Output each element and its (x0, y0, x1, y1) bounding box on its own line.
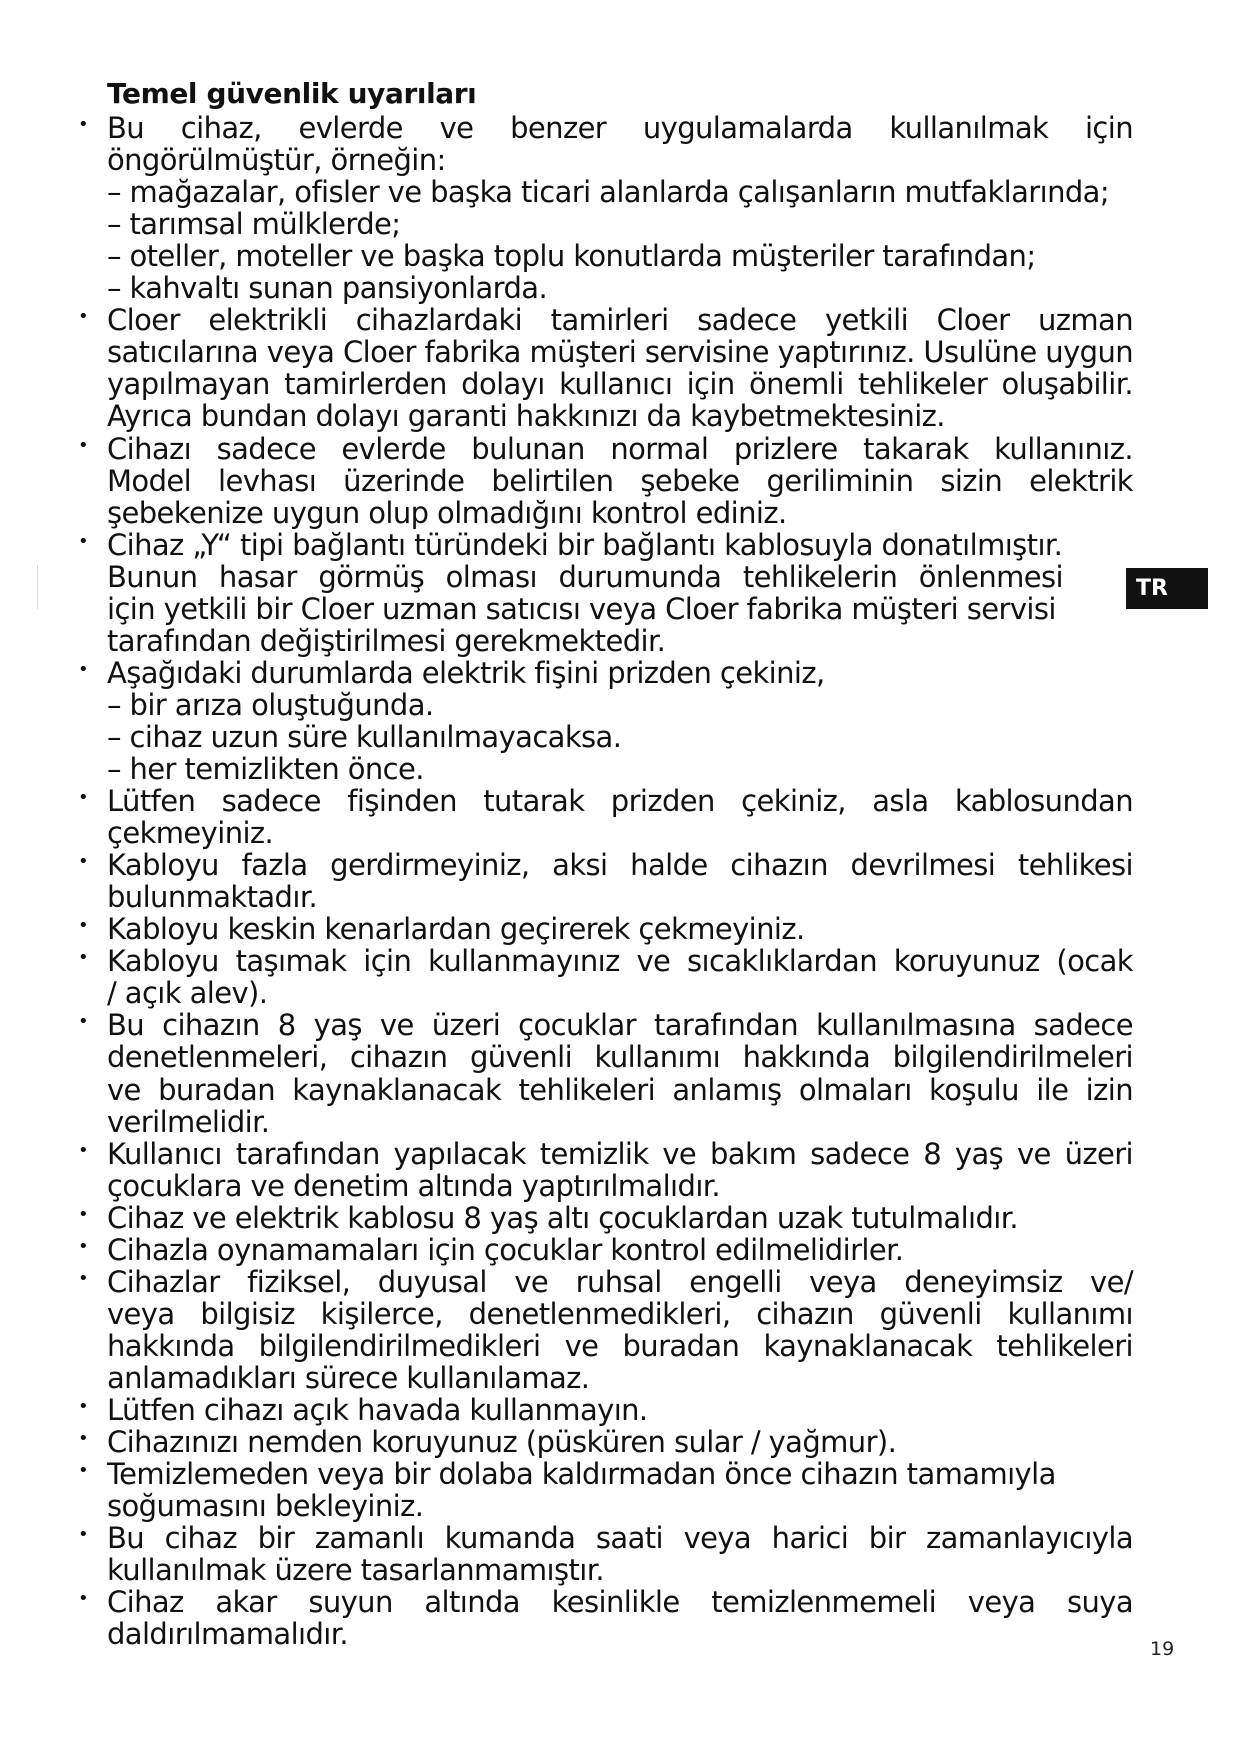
continuation-line: kullanılmak üzere tasarlanmamıştır. (107, 1553, 604, 1587)
bullet-marker: • (78, 435, 89, 456)
bullet-marker: • (78, 1268, 89, 1289)
bullet-text-line: Bu cihaz bir zamanlı kumanda saati veya harici bir zamanlayıcıyla (107, 1521, 1133, 1555)
bullet-text-line: Bu cihaz, evlerde ve benzer uygulamalarda kullanılmak için (107, 111, 1133, 145)
continuation-line: yapılmayan tamirlerden dolayı kullanıcı için önemli tehlikeler oluşabilir. (107, 367, 1133, 401)
bullet-text-line: Kabloyu fazla gerdirmeyiniz, aksi halde cihazın devrilmesi tehlikesi (107, 848, 1133, 882)
bullet-text-line: Temizlemeden veya bir dolaba kaldırmadan önce cihazın tamamıyla (107, 1457, 1056, 1491)
continuation-line: çocuklara ve denetim altında yaptırılmalıdır. (107, 1169, 721, 1203)
continuation-line: ve buradan kaynaklanacak tehlikeleri anlamış olmaları koşulu ile izin (107, 1073, 1133, 1107)
bullet-marker: • (78, 1524, 89, 1545)
continuation-line: şebekenize uygun olup olmadığını kontrol ediniz. (107, 496, 787, 530)
continuation-line: daldırılmamalıdır. (107, 1617, 349, 1651)
bullet-text-line: Cihaz akar suyun altında kesinlikle temizlenmemeli veya suya (107, 1585, 1133, 1619)
bullet-marker: • (78, 915, 89, 936)
continuation-line: – tarımsal mülklerde; (107, 207, 401, 241)
page-number: 19 (1150, 1638, 1175, 1660)
continuation-line: – mağazalar, ofisler ve başka ticari alanlarda çalışanların mutfaklarında; (107, 175, 1110, 209)
bullet-marker: • (78, 659, 89, 680)
bullet-marker: • (78, 1396, 89, 1417)
bullet-text-line: Cihazlar fiziksel, duyusal ve ruhsal engelli veya deneyimsiz ve/ (107, 1265, 1133, 1299)
continuation-line: tarafından değiştirilmesi gerekmektedir. (107, 624, 666, 658)
page-edge-mark (37, 565, 38, 609)
continuation-line: için yetkili bir Cloer uzman satıcısı veya Cloer fabrika müşteri servisi (107, 592, 1056, 626)
bullet-marker: • (78, 1428, 89, 1449)
continuation-line: Bunun hasar görmüş olması durumunda tehlikelerin önlenmesi (107, 560, 1063, 594)
continuation-line: verilmelidir. (107, 1105, 270, 1139)
bullet-marker: • (78, 306, 89, 327)
bullet-marker: • (78, 1236, 89, 1257)
bullet-text-line: Bu cihazın 8 yaş ve üzeri çocuklar tarafından kullanılmasına sadece (107, 1008, 1133, 1042)
continuation-line: veya bilgisiz kişilerce, denetlenmedikleri, cihazın güvenli kullanımı (107, 1297, 1133, 1331)
continuation-line: – kahvaltı sunan pansiyonlarda. (107, 271, 548, 305)
bullet-text-line: Cihazı sadece evlerde bulunan normal prizlere takarak kullanınız. (107, 432, 1133, 466)
continuation-line: anlamadıkları sürece kullanılamaz. (107, 1361, 590, 1395)
bullet-text-line: Cihazınızı nemden koruyunuz (püsküren sular / yağmur). (107, 1425, 897, 1459)
continuation-line: Model levhası üzerinde belirtilen şebeke geriliminin sizin elektrik (107, 464, 1133, 498)
bullet-marker: • (78, 787, 89, 808)
bullet-text-line: Cloer elektrikli cihazlardaki tamirleri sadece yetkili Cloer uzman (107, 303, 1133, 337)
continuation-line: hakkında bilgilendirilmedikleri ve buradan kaynaklanacak tehlikeleri (107, 1329, 1133, 1363)
continuation-line: – cihaz uzun süre kullanılmayacaksa. (107, 720, 622, 754)
bullet-text-line: Kabloyu keskin kenarlardan geçirerek çekmeyiniz. (107, 912, 805, 946)
bullet-marker: • (78, 1204, 89, 1225)
section-heading: Temel güvenlik uyarıları (107, 77, 477, 110)
bullet-marker: • (78, 1011, 89, 1032)
continuation-line: denetlenmeleri, cihazın güvenli kullanımı hakkında bilgilendirilmeleri (107, 1040, 1133, 1074)
bullet-marker: • (78, 947, 89, 968)
bullet-text-line: Lütfen cihazı açık havada kullanmayın. (107, 1393, 648, 1427)
continuation-line: – her temizlikten önce. (107, 752, 424, 786)
continuation-line: satıcılarına veya Cloer fabrika müşteri servisine yaptırınız. Usulüne uygun (107, 335, 1133, 369)
continuation-line: – oteller, moteller ve başka toplu konutlarda müşteriler tarafından; (107, 239, 1036, 273)
bullet-text-line: Lütfen sadece fişinden tutarak prizden çekiniz, asla kablosundan (107, 784, 1133, 818)
bullet-marker: • (78, 531, 89, 552)
continuation-line: çekmeyiniz. (107, 816, 274, 850)
continuation-line: / açık alev). (107, 976, 268, 1010)
continuation-line: bulunmaktadır. (107, 880, 318, 914)
language-tab: TR (1126, 568, 1208, 609)
bullet-marker: • (78, 851, 89, 872)
bullet-text-line: Cihazla oynamamaları için çocuklar kontrol edilmelidirler. (107, 1233, 904, 1267)
bullet-marker: • (78, 1140, 89, 1161)
continuation-line: Ayrıca bundan dolayı garanti hakkınızı da kaybetmektesiniz. (107, 399, 945, 433)
bullet-text-line: Kullanıcı tarafından yapılacak temizlik ve bakım sadece 8 yaş ve üzeri (107, 1137, 1133, 1171)
bullet-marker: • (78, 1588, 89, 1609)
continuation-line: soğumasını bekleyiniz. (107, 1489, 424, 1523)
bullet-marker: • (78, 114, 89, 135)
bullet-text-line: Kabloyu taşımak için kullanmayınız ve sıcaklıklardan koruyunuz (ocak (107, 944, 1133, 978)
continuation-line: öngörülmüştür, örneğin: (107, 143, 446, 177)
bullet-text-line: Cihaz „Y“ tipi bağlantı türündeki bir bağlantı kablosuyla donatılmıştır. (107, 528, 1063, 562)
bullet-text-line: Aşağıdaki durumlarda elektrik fişini prizden çekiniz, (107, 656, 825, 690)
bullet-marker: • (78, 1460, 89, 1481)
bullet-text-line: Cihaz ve elektrik kablosu 8 yaş altı çocuklardan uzak tutulmalıdır. (107, 1201, 1019, 1235)
continuation-line: – bir arıza oluştuğunda. (107, 688, 434, 722)
